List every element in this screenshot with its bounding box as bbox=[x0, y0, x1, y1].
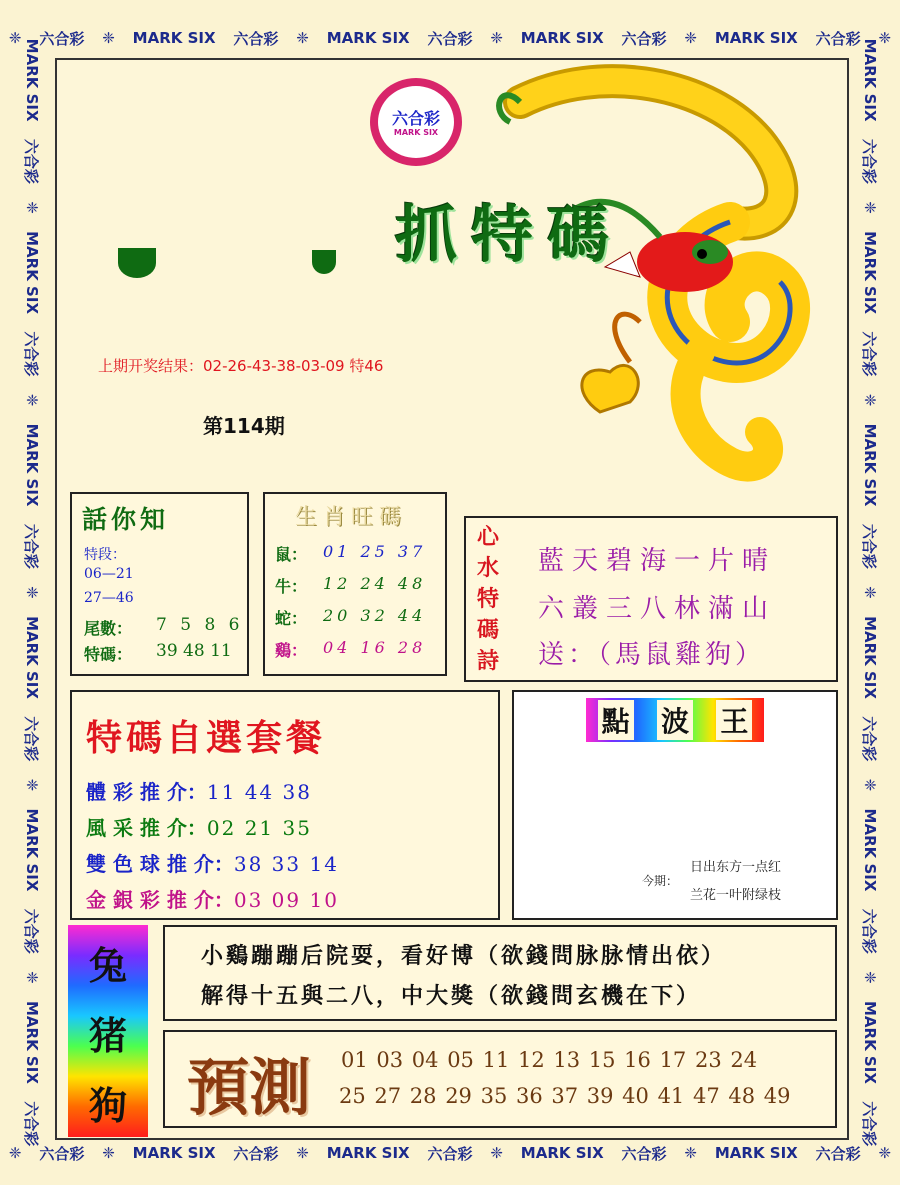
border-sep: ❈ bbox=[684, 29, 697, 47]
page-title: 抓特碼 bbox=[395, 198, 624, 271]
dianbowang-line-1: 日出东方一点红 bbox=[690, 860, 782, 875]
border-brand-en: MARK SIX bbox=[861, 231, 879, 315]
package-row bbox=[86, 848, 339, 877]
border-brand-en: MARK SIX bbox=[520, 29, 604, 47]
poem-label-char: 特 bbox=[476, 586, 499, 612]
border-brand-en: MARK SIX bbox=[132, 1144, 216, 1162]
border-brand-en: MARK SIX bbox=[132, 29, 216, 47]
border-brand-en: MARK SIX bbox=[714, 1144, 798, 1162]
poem-label bbox=[474, 522, 502, 677]
border-brand-en: MARK SIX bbox=[520, 1144, 604, 1162]
tail-values: 7 5 8 6 bbox=[156, 615, 244, 635]
border-brand-en: MARK SIX bbox=[861, 808, 879, 892]
border-brand-en: MARK SIX bbox=[861, 1001, 879, 1084]
shengxiao-animal: 鷄： bbox=[275, 641, 308, 660]
border-brand: 六合彩 bbox=[233, 29, 279, 48]
hua-ni-zhi-heading: 話你知 bbox=[82, 505, 170, 534]
mark-six-logo bbox=[370, 78, 462, 166]
hua-ni-zhi-box bbox=[70, 492, 249, 676]
border-sep: ❈ bbox=[296, 1144, 309, 1162]
border-sep: ❈ bbox=[861, 586, 879, 599]
border-sep: ❈ bbox=[8, 29, 22, 47]
shengxiao-animal: 牛： bbox=[275, 577, 308, 596]
border-brand-en: MARK SIX bbox=[23, 616, 41, 699]
riddle-box bbox=[163, 925, 837, 1021]
issue-number: 第114期 bbox=[203, 414, 285, 438]
border-brand-en: MARK SIX bbox=[861, 423, 879, 507]
poem-box bbox=[464, 516, 838, 682]
shengxiao-animal: 蛇： bbox=[275, 609, 308, 628]
border-brand-en: MARK SIX bbox=[326, 29, 410, 47]
border-sep: ❈ bbox=[861, 778, 879, 792]
border-brand: 六合彩 bbox=[815, 1144, 861, 1163]
forecast-row-1: 01 03 04 05 11 12 13 15 16 17 23 24 bbox=[341, 1048, 758, 1072]
border-brand: 六合彩 bbox=[22, 908, 41, 954]
border-brand: 六合彩 bbox=[860, 331, 879, 377]
poem-label-char: 水 bbox=[476, 555, 499, 581]
riddle-line-1: 小鷄蹦蹦后院耍，看好博（欲錢問脉脉情出依） bbox=[201, 943, 727, 969]
border-brand: 六合彩 bbox=[815, 29, 861, 48]
border-brand-en: MARK SIX bbox=[23, 231, 41, 315]
border-brand: 六合彩 bbox=[22, 138, 41, 184]
bottom-border bbox=[0, 1138, 900, 1168]
border-brand: 六合彩 bbox=[860, 716, 879, 762]
shengxiao-nums: 04 16 28 bbox=[323, 638, 427, 657]
poem-line-2: 六叢三八林滿山 bbox=[538, 594, 777, 624]
poem-label-char: 心 bbox=[476, 524, 499, 550]
forecast-label: 預測 bbox=[187, 1051, 312, 1124]
package-row-nums: 03 09 10 bbox=[233, 888, 339, 912]
package-box bbox=[70, 690, 500, 920]
border-sep: ❈ bbox=[8, 1144, 22, 1162]
border-sep: ❈ bbox=[102, 1144, 115, 1162]
shengxiao-box bbox=[263, 492, 447, 676]
border-brand-en: MARK SIX bbox=[23, 423, 41, 507]
border-brand: 六合彩 bbox=[39, 29, 85, 48]
package-row-label-text: 風 采 推 介： bbox=[86, 816, 207, 840]
border-brand-en: MARK SIX bbox=[23, 38, 41, 122]
decor-shape bbox=[118, 248, 156, 278]
dianbowang-heading bbox=[586, 698, 764, 742]
border-sep: ❈ bbox=[23, 778, 41, 792]
border-sep: ❈ bbox=[23, 586, 41, 599]
border-brand-en: MARK SIX bbox=[861, 38, 879, 122]
border-brand: 六合彩 bbox=[22, 331, 41, 377]
dianbowang-char: 點 bbox=[598, 700, 634, 740]
poem-label-char: 碼 bbox=[476, 617, 499, 643]
package-row-label-text: 金 銀 彩 推 介： bbox=[86, 888, 234, 912]
dianbowang-box bbox=[512, 690, 838, 920]
right-border bbox=[855, 30, 885, 1155]
dianbowang-char: 王 bbox=[716, 700, 752, 740]
border-sep: ❈ bbox=[861, 393, 879, 407]
dragon-illustration bbox=[480, 62, 840, 522]
top-border bbox=[0, 23, 900, 53]
shengxiao-nums: 20 32 44 bbox=[323, 606, 427, 625]
border-brand-en: MARK SIX bbox=[23, 1001, 41, 1084]
side-animal: 狗 bbox=[88, 1083, 127, 1128]
border-sep: ❈ bbox=[490, 1144, 503, 1162]
decor-shape bbox=[312, 250, 336, 274]
border-sep: ❈ bbox=[23, 971, 41, 984]
border-brand: 六合彩 bbox=[22, 716, 41, 762]
riddle-line-2: 解得十五與二八，中大獎（欲錢問玄機在下） bbox=[201, 983, 702, 1009]
last-result: 上期开奖结果：02-26-43-38-03-09 特46 bbox=[98, 357, 384, 375]
border-brand-en: MARK SIX bbox=[23, 808, 41, 892]
package-row-label bbox=[86, 776, 312, 805]
border-sep: ❈ bbox=[23, 393, 41, 407]
tema-values: 39 48 11 bbox=[156, 641, 232, 661]
forecast-box bbox=[163, 1030, 837, 1128]
shengxiao-animal: 鼠： bbox=[275, 545, 308, 564]
package-row-label-text: 體 彩 推 介： bbox=[86, 780, 207, 804]
duan-range-1: 06—21 bbox=[84, 566, 134, 582]
shengxiao-nums: 12 24 48 bbox=[323, 574, 427, 593]
package-row bbox=[86, 812, 312, 841]
left-border bbox=[17, 30, 47, 1155]
border-brand: 六合彩 bbox=[427, 1144, 473, 1163]
border-brand: 六合彩 bbox=[860, 523, 879, 569]
poem-label-char: 詩 bbox=[476, 648, 499, 674]
logo-en-text: MARK SIX bbox=[393, 128, 439, 137]
border-brand: 六合彩 bbox=[860, 908, 879, 954]
border-sep: ❈ bbox=[878, 1144, 892, 1162]
border-sep: ❈ bbox=[684, 1144, 697, 1162]
border-brand: 六合彩 bbox=[621, 1144, 667, 1163]
border-brand: 六合彩 bbox=[860, 1101, 879, 1147]
poem-line-1: 藍天碧海一片晴 bbox=[538, 546, 777, 576]
dianbowang-period-label: 今期： bbox=[642, 874, 679, 888]
border-sep: ❈ bbox=[102, 29, 115, 47]
package-row-nums: 11 44 38 bbox=[206, 780, 312, 804]
package-heading: 特碼自選套餐 bbox=[86, 717, 327, 759]
border-sep: ❈ bbox=[861, 201, 879, 214]
tema-label: 特碼： bbox=[84, 645, 133, 664]
dianbowang-line-2: 兰花一叶附绿枝 bbox=[690, 888, 782, 903]
duan-label: 特段： bbox=[84, 547, 126, 563]
package-row-nums: 38 33 14 bbox=[233, 852, 339, 876]
border-brand: 六合彩 bbox=[22, 1101, 41, 1147]
dianbowang-char: 波 bbox=[657, 700, 693, 740]
border-brand-en: MARK SIX bbox=[714, 29, 798, 47]
border-brand: 六合彩 bbox=[860, 138, 879, 184]
border-sep: ❈ bbox=[296, 29, 309, 47]
package-row-nums: 02 21 35 bbox=[206, 816, 312, 840]
border-brand: 六合彩 bbox=[233, 1144, 279, 1163]
shengxiao-heading: 生肖旺碼 bbox=[295, 505, 408, 530]
border-brand: 六合彩 bbox=[22, 523, 41, 569]
forecast-row-2: 25 27 28 29 35 36 37 39 40 41 47 48 49 bbox=[339, 1084, 791, 1108]
logo-cn-text: 六合彩 bbox=[391, 109, 440, 128]
poem-line-3: 送：（馬鼠雞狗） bbox=[538, 640, 766, 670]
tail-label: 尾數： bbox=[84, 619, 133, 638]
border-brand-en: MARK SIX bbox=[861, 616, 879, 699]
duan-range-2: 27—46 bbox=[84, 590, 134, 606]
side-animal: 猪 bbox=[88, 1013, 127, 1058]
side-animal: 兔 bbox=[88, 943, 127, 988]
package-row-label-text: 雙 色 球 推 介： bbox=[86, 852, 234, 876]
package-row bbox=[86, 884, 339, 913]
shengxiao-nums: 01 25 37 bbox=[323, 542, 427, 561]
border-sep: ❈ bbox=[23, 201, 41, 214]
border-sep: ❈ bbox=[490, 29, 503, 47]
animal-column bbox=[68, 925, 148, 1137]
border-brand: 六合彩 bbox=[621, 29, 667, 48]
border-brand: 六合彩 bbox=[39, 1144, 85, 1163]
border-sep: ❈ bbox=[861, 971, 879, 984]
border-sep: ❈ bbox=[878, 29, 892, 47]
border-brand: 六合彩 bbox=[427, 29, 473, 48]
border-brand-en: MARK SIX bbox=[326, 1144, 410, 1162]
